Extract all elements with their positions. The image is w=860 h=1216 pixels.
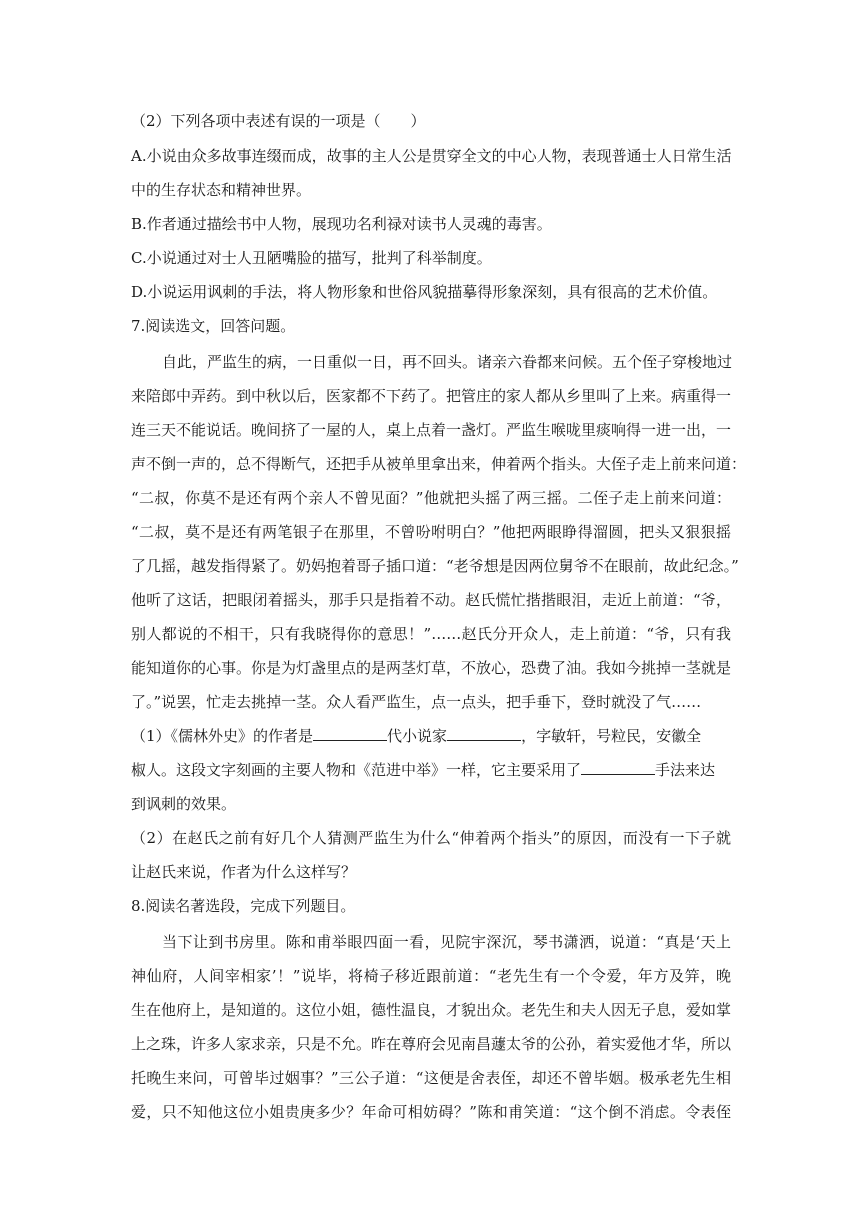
q8-passage-line: 上之珠，许多人家求亲，只是不允。昨在尊府会见南昌蘧太爷的公孙，着实爱他才华，所以 [131,1035,732,1053]
q7-passage-line: 别人都说的不相干，只有我晓得你的意思！”……赵氏分开众人，走上前道：“爷，只有我 [131,625,731,643]
q7-sub1-line3: 到讽刺的效果。 [131,795,237,813]
q8-passage-line: 神仙府，人间宰相家’！”说毕，将椅子移近跟前道：“老先生有一个令爱，年方及笄，晚 [131,967,731,985]
q8-passage-line: 爱，只不知他这位小姐贵庚多少？年命可相妨碍？”陈和甫笑道：“这个倒不消虑。令表侄 [131,1103,731,1121]
q7-sub1-text-c: ，字敏轩，号粒民，安徽全 [521,727,702,745]
q7-heading: 7.阅读选文，回答问题。 [131,317,296,335]
q6-option-d: D.小说运用讽刺的手法，将人物形象和世俗风貌描摹得形象深刻，具有很高的艺术价值。 [131,283,718,301]
q7-passage-line: 自此，严监生的病，一日重似一日，再不回头。诸亲六眷都来问候。五个侄子穿梭地过 [162,353,733,371]
q8-passage-line: 托晚生来问，可曾毕过姻事？”三公子道：“这便是舍表侄，却还不曾毕姻。极承老先生相 [131,1069,731,1087]
answer-blank[interactable] [581,760,655,775]
q7-sub2-line1: （2）在赵氏之前有好几个人猜测严监生为什么“伸着两个指头”的原因，而没有一下子就 [131,829,731,847]
q7-sub1-line2-text-b: 手法来达 [655,761,716,779]
q7-sub1-text-a: （1）《儒林外史》的作者是 [131,727,314,745]
q7-passage-line: 声不倒一声的，总不得断气，还把手从被单里拿出来，伸着两个指头。大侄子走上前来问道： [131,455,747,473]
q7-sub1-line1 [131,726,731,746]
q7-passage-line: “二叔，莫不是还有两笔银子在那里，不曾吩咐明白？”他把两眼睁得溜圆，把头又狠狠摇 [131,523,731,541]
answer-blank[interactable] [447,726,521,741]
q7-sub2-line2: 让赵氏来说，作者为什么这样写？ [131,863,357,881]
q6-stem: （2）下列各项中表述有误的一项是（ ） [131,112,426,130]
q6-option-b: B.作者通过描绘书中人物，展现功名利禄对读书人灵魂的毒害。 [131,215,552,233]
q6-option-c: C.小说通过对士人丑陋嘴脸的描写，批判了科举制度。 [131,249,492,267]
q7-passage-line: 连三天不能说话。晚间挤了一屋的人，桌上点着一盏灯。严监生喉咙里痰响得一进一出，一 [131,421,732,439]
q8-passage-line: 生在他府上，是知道的。这位小姐，德性温良，才貌出众。老先生和夫人因无子息，爱如掌 [131,1001,732,1019]
q7-passage-line: 了。”说罢，忙走去挑掉一茎。众人看严监生，点一点头，把手垂下，登时就没了气…… [131,693,702,711]
q7-passage-line: 了几摇，越发指得紧了。奶妈抱着哥子插口道：“老爷想是因两位舅爷不在眼前，故此纪念。” [131,557,739,575]
answer-blank[interactable] [313,726,387,741]
q7-sub1-line2-text-a: 椒人。这段文字刻画的主要人物和《范进中举》一样，它主要采用了 [131,761,582,779]
q6-option-a-line2: 中的生存状态和精神世界。 [131,181,312,199]
q7-passage-line: 能知道你的心事。你是为灯盏里点的是两茎灯草，不放心，恐费了油。我如今挑掉一茎就是 [131,659,732,677]
q7-sub1-line2 [131,760,731,780]
q7-sub1-text-b: 代小说家 [387,727,448,745]
q7-passage-line: 来陪郎中弄药。到中秋以后，医家都不下药了。把管庄的家人都从乡里叫了上来。病重得一 [131,387,732,405]
q8-passage-line: 当下让到书房里。陈和甫举眼四面一看，见院宇深沉，琴书潇洒，说道：“真是‘天上 [162,933,731,951]
q7-passage-line: “二叔，你莫不是还有两个亲人不曾见面？”他就把头摇了两三摇。二侄子走上前来问道： [131,489,731,507]
q8-heading: 8.阅读名著选段，完成下列题目。 [131,897,356,915]
q6-option-a-line1: A.小说由众多故事连缀而成，故事的主人公是贯穿全文的中心人物，表现普通士人日常生活 [131,147,732,165]
q7-passage-line: 他听了这话，把眼闭着摇头，那手只是指着不动。赵氏慌忙揩揩眼泪，走近上前道：“爷， [131,591,731,609]
